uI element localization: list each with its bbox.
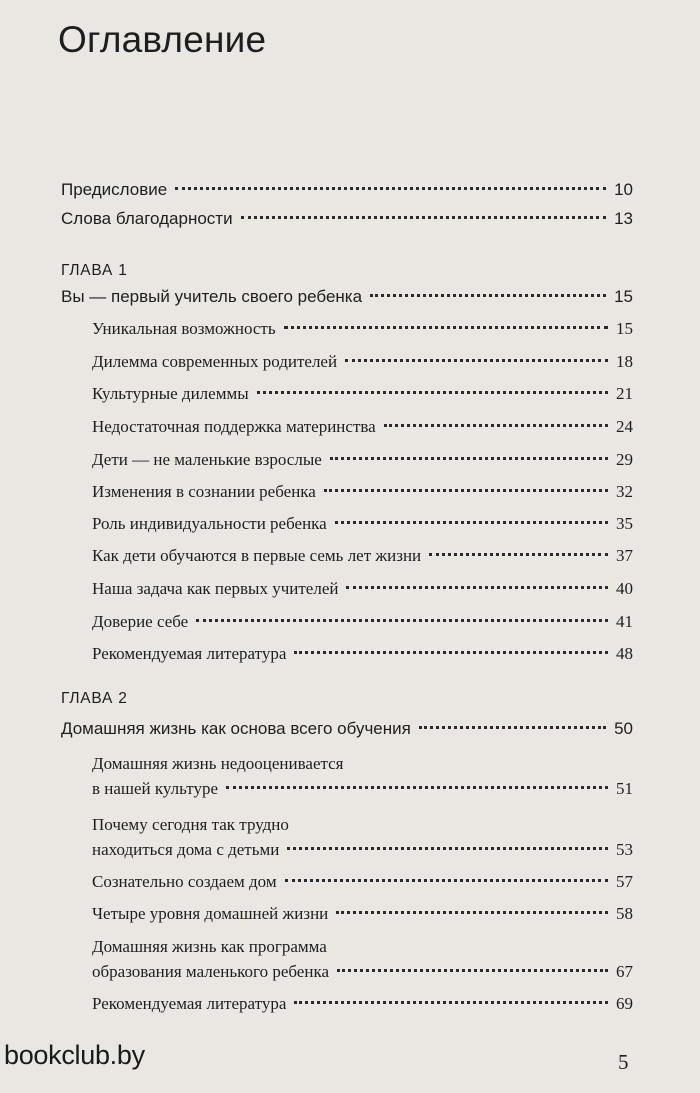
- entry-label: Изменения в сознании ребенка: [92, 482, 316, 501]
- dot-leader: [257, 391, 608, 394]
- entry-page: 13: [614, 209, 633, 228]
- entry-label: Четыре уровня домашней жизни: [92, 904, 329, 923]
- entry-page: 48: [616, 644, 633, 663]
- dot-leader: [370, 294, 606, 297]
- entry-page: 40: [616, 579, 633, 598]
- entry-page: 10: [614, 180, 633, 199]
- toc-entry: [0, 319, 700, 339]
- entry-label-line1: Почему сегодня так трудно: [92, 815, 289, 834]
- entry-page: 21: [616, 384, 633, 403]
- entry-label: Уникальная возможность: [92, 319, 276, 338]
- toc-entry: [0, 994, 700, 1014]
- entry-label: в нашей культуре: [92, 779, 219, 798]
- dot-leader: [285, 879, 608, 882]
- toc-entry: [0, 482, 700, 502]
- toc-entry: [0, 546, 700, 566]
- toc-entry-preface: [0, 180, 700, 200]
- page-title: Оглавление: [58, 19, 267, 60]
- entry-page: 50: [614, 719, 633, 738]
- entry-page: 15: [614, 287, 633, 306]
- toc-entry: [0, 872, 700, 892]
- entry-label: Рекомендуемая литература: [92, 994, 287, 1013]
- toc-entry: [0, 904, 700, 924]
- chapter-1-label: ГЛАВА 1: [61, 262, 128, 279]
- dot-leader: [294, 651, 608, 654]
- chapter-2-heading: [0, 719, 700, 739]
- entry-page: 41: [616, 612, 633, 631]
- entry-page: 35: [616, 514, 633, 533]
- toc-entry: [0, 779, 700, 799]
- toc-entry-acknowledgements: [0, 209, 700, 229]
- entry-label: Предисловие: [61, 180, 168, 199]
- entry-page: 15: [616, 319, 633, 338]
- entry-label: Домашняя жизнь как основа всего обучения: [61, 719, 411, 738]
- chapter-2-label: ГЛАВА 2: [61, 690, 128, 707]
- entry-label: Доверие себе: [92, 612, 189, 631]
- toc-entry: [0, 612, 700, 632]
- toc-entry: [0, 417, 700, 437]
- entry-page: 32: [616, 482, 633, 501]
- entry-page: 29: [616, 450, 633, 469]
- entry-label: Недостаточная поддержка материнства: [92, 417, 376, 436]
- dot-leader: [196, 619, 608, 622]
- dot-leader: [335, 521, 608, 524]
- entry-label: Культурные дилеммы: [92, 384, 249, 403]
- dot-leader: [175, 187, 606, 190]
- entry-page: 58: [616, 904, 633, 923]
- entry-page: 69: [616, 994, 633, 1013]
- toc-entry: [0, 840, 700, 860]
- entry-label: образования маленького ребенка: [92, 962, 329, 981]
- toc-entry: [0, 450, 700, 470]
- entry-page: 67: [616, 962, 633, 981]
- page-number: 5: [618, 1050, 629, 1074]
- toc-entry: [0, 962, 700, 982]
- entry-label: Как дети обучаются в первые семь лет жизни: [92, 546, 422, 565]
- toc-entry: [0, 384, 700, 404]
- dot-leader: [226, 786, 608, 789]
- entry-page: 53: [616, 840, 633, 859]
- dot-leader: [337, 969, 608, 972]
- entry-page: 18: [616, 352, 633, 371]
- entry-label: Наша задача как первых учителей: [92, 579, 339, 598]
- toc-entry: [0, 579, 700, 599]
- dot-leader: [429, 553, 608, 556]
- entry-label-line1: Домашняя жизнь как программа: [92, 937, 327, 956]
- entry-label: Вы — первый учитель своего ребенка: [61, 287, 363, 306]
- dot-leader: [241, 216, 607, 219]
- dot-leader: [336, 911, 608, 914]
- chapter-1-heading: [0, 287, 700, 307]
- toc-entry: [0, 352, 700, 372]
- entry-page: 57: [616, 872, 633, 891]
- dot-leader: [284, 326, 608, 329]
- entry-label: находиться дома с детьми: [92, 840, 280, 859]
- dot-leader: [287, 847, 608, 850]
- entry-label: Сознательно создаем дом: [92, 872, 277, 891]
- dot-leader: [419, 726, 606, 729]
- watermark: bookclub.by: [4, 1040, 145, 1070]
- entry-label: Слова благодарности: [61, 209, 233, 228]
- entry-page: 37: [616, 546, 633, 565]
- entry-page: 24: [616, 417, 633, 436]
- dot-leader: [324, 489, 608, 492]
- dot-leader: [346, 586, 608, 589]
- dot-leader: [384, 424, 608, 427]
- entry-label: Дилемма современных родителей: [92, 352, 338, 371]
- entry-label-line1: Домашняя жизнь недооценивается: [92, 754, 344, 773]
- dot-leader: [345, 359, 608, 362]
- entry-label: Рекомендуемая литература: [92, 644, 287, 663]
- dot-leader: [294, 1001, 608, 1004]
- entry-label: Роль индивидуальности ребенка: [92, 514, 327, 533]
- toc-entry: [0, 514, 700, 534]
- entry-label: Дети — не маленькие взрослые: [92, 450, 322, 469]
- toc-entry: [0, 644, 700, 664]
- dot-leader: [330, 457, 608, 460]
- entry-page: 51: [616, 779, 633, 798]
